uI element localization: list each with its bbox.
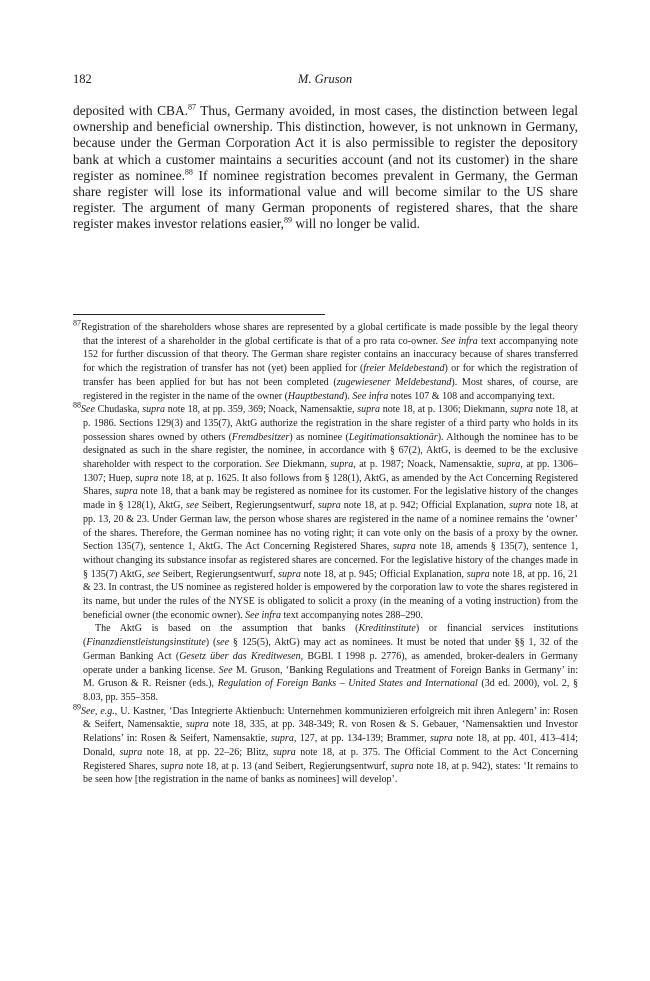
fn-italic: See infra (245, 609, 281, 621)
body-paragraph (73, 103, 578, 233)
fn-italic: freier Meldebestand (363, 363, 445, 375)
fn-italic: Legitimationsaktionär (348, 431, 438, 443)
footnote-ref-89: 89 (284, 215, 293, 225)
fn-italic: Hauptbestand (287, 390, 345, 402)
fn-italic: See (218, 664, 233, 676)
footnote-number: 87 (73, 318, 81, 328)
footnote-88-continued (73, 622, 578, 704)
fn-italic: Fremdbesitzer (231, 431, 290, 443)
fn-text: ). Although the nominee has to be designated as such in the share register, the nominee, in accordance with § 67(2), AktG, is deemed to be the exclusive shareholder with respect to the corporation. (83, 431, 578, 471)
fn-text: note 18, that a bank may be registered as nominee for its customer. For the legislative history of the changes made in § 128(1), AktG, (83, 486, 578, 512)
fn-text: § 125(5), AktG) may act as nominees. It must be noted that under §§ 1, 32 of the German Banking Act ( (83, 637, 578, 662)
fn-italic: supra (272, 746, 296, 758)
fn-text: The AktG is based on the assumption that banks ( (95, 623, 359, 635)
fn-italic: supra (497, 459, 521, 471)
fn-italic: supra (186, 719, 209, 731)
fn-italic: supra (271, 733, 294, 745)
fn-italic: See infra (352, 390, 389, 402)
fn-text: , at pp. 1306–1307; Huep, (83, 459, 579, 484)
fn-italic: supra (142, 404, 166, 416)
page-number: 182 (73, 72, 92, 86)
fn-text: Diekmann, (279, 459, 331, 471)
fn-italic: supra (114, 486, 138, 498)
fn-text: note 18, at pp. 359, 369; Noack, Namensaktie, (165, 404, 358, 416)
fn-italic: supra (160, 760, 184, 772)
fn-text: M. Gruson, ‘Banking Regulations and Treatment of Foreign Banks in Germany’ in: M. Gruson & R. Reisner (eds.), (83, 664, 578, 690)
fn-text: ) or financial services institutions ( (83, 623, 578, 649)
fn-italic: supra (390, 760, 414, 772)
fn-italic: supra (509, 500, 532, 512)
fn-text: (3d ed. 2000), vol. 2, § 8.03, pp. 355–358. (83, 678, 578, 703)
fn-italic: see (147, 568, 160, 580)
fn-text: note 18, at p. 13 (and Seibert, Regierungsentwurf, (183, 760, 391, 772)
footnote-89 (73, 702, 578, 787)
fn-italic: Regulation of Foreign Banks – United States and International (217, 678, 478, 690)
fn-text: note 18, at pp. 401, 413–414; Donald, (83, 733, 578, 758)
fn-text: note 18, at p. 375. The Official Comment to the Act Concerning Registered Shares, (83, 746, 578, 772)
body-text-span: If nominee registration becomes prevalent in Germany, the German share register will lose its informational value and will become similar to the US share register. The argument of many German proponents of registered shares, that the share register makes investor relations easier, (73, 167, 578, 232)
fn-text: , at p. 1987; Noack, Namensaktie, (353, 459, 498, 471)
body-text-span: will no longer be valid. (292, 216, 420, 232)
footnote-number: 89 (73, 702, 81, 712)
fn-text: text accompanying notes 288–290. (280, 609, 423, 621)
fn-text: note 18, at p. 1986. Sections 129(3) and 135(7), AktG authorize the registration in the share register of a third party who holds in its possession shares owned by others ( (83, 404, 578, 443)
fn-text: ) as nominee ( (289, 431, 349, 443)
running-head: M. Gruson (297, 72, 353, 86)
fn-italic: supra (278, 568, 301, 580)
fn-italic: see (216, 637, 230, 649)
fn-italic: supra (510, 404, 533, 416)
fn-italic: supra (330, 459, 354, 471)
fn-italic: supra (357, 404, 381, 416)
fn-italic: supra (466, 568, 490, 580)
fn-italic: supra (393, 541, 416, 553)
fn-italic: supra (430, 733, 453, 745)
fn-italic: See, e.g. (81, 705, 115, 717)
fn-italic: supra (119, 746, 143, 758)
fn-text: Seibert, Regierungsentwurf, (198, 500, 318, 512)
fn-text: note 18, 335, at pp. 348-349; R. von Rosen & S. Gebauer, ‘Namensaktien und Investor Relations’ in: Rosen & Seifert, Namensaktie, (83, 719, 578, 745)
fn-text: , U. Kastner, ‘Das Integrierte Aktienbuch: Unternehmen kommunizieren erfolgreich mit ihren Anlegern’ in: Rosen & Seifert, Namensaktie, (83, 705, 578, 731)
fn-text: ). Most shares, of course, are registered in the register in the name of the owner ( (83, 376, 578, 402)
fn-text: note 18, at pp. 16, 21 & 23. In contrast, the US nominee as registered holder is empowered by the corporation law to vote the shares registered in its name, but under the rules of the NYSE is obligated to solicit a proxy (in the meaning of a voting instruction) from the beneficial owner (the economic owner). (83, 568, 578, 621)
fn-text: ) ( (205, 637, 217, 649)
fn-italic: supra (317, 500, 341, 512)
fn-text: Chudaska, (94, 404, 143, 416)
fn-text: note 18, at p. 942), states: ‘It remains to be seen how [the registration in the name of banks as nominees] will develop’. (83, 760, 578, 786)
fn-text: , 127, at pp. 134-139; Brammer, (293, 733, 430, 745)
footnote-ref-88: 88 (184, 167, 193, 177)
footnotes (73, 318, 579, 787)
footnote-88 (73, 400, 579, 622)
fn-text: , BGBl. I 1998 p. 2776), as amended, broker-dealers in Germany operate under a banking license. (83, 650, 578, 676)
fn-italic: supra (135, 472, 159, 484)
fn-text: note 18, at p. 942; Official Explanation, (340, 500, 510, 512)
body-text-span: Thus, Germany avoided, in most cases, the distinction between legal ownership and beneficial ownership. This distinction, however, is not unknown in Germany, because under the German Corporation Act it is also permissible to register the depository bank at which a customer maintains a securities account (and not its customer) in the share register as nominee. (73, 103, 578, 183)
fn-text: note 18, at p. 945; Official Explanation, (300, 568, 467, 580)
fn-text: ). (344, 390, 353, 402)
fn-text: notes 107 & 108 and accompanying text. (388, 390, 555, 402)
footnote-87 (73, 318, 579, 403)
fn-italic: zugewiesener Meldebestand (336, 376, 452, 388)
fn-text: note 18, amends § 135(7), sentence 1, without changing its substance insofar as registered shares are concerned. For the legislative history of the changes made in § 135(7) AktG, (83, 541, 578, 580)
body-text-span: deposited with CBA. (73, 103, 188, 118)
fn-italic: see (186, 500, 199, 512)
fn-text: ) or for which the registration of transfer has been applied for but has not been completed ( (83, 363, 578, 388)
fn-italic: See (81, 404, 95, 416)
fn-italic: See infra (441, 335, 478, 347)
fn-italic: Finanzdienstleistungsinstitute (86, 637, 206, 649)
fn-italic: Kreditinstitute (358, 623, 416, 635)
fn-text: text accompanying note 152 for further discussion of that theory. The German share register contains an inaccuracy because of shares transferred for which the registration of transfer has not (yet) been applied for ( (83, 335, 579, 375)
fn-text: note 18, at pp. 13, 20 & 23. Under German law, the person whose shares are registered in the name of a nominee remains the ‘owner’ of the shares. Therefore, the German nominee has no voting right; it can vote only on the basis of a proxy by the owner. Section 135(7), sentence 1, AktG. The Act Concerning Registered Shares, (83, 500, 579, 553)
fn-text: note 18, at pp. 22–26; Blitz, (142, 746, 273, 758)
fn-text: note 18, at p. 1306; Diekmann, (380, 404, 511, 416)
fn-text: Seibert, Regierungsentwurf, (159, 568, 279, 580)
fn-italic: Gesetz über das Kreditwesen (179, 650, 301, 662)
footnote-number: 88 (73, 400, 81, 410)
fn-text: note 18, at p. 1625. It also follows from § 128(1), AktG, as amended by the Act Concerning Registered Shares, (83, 472, 578, 498)
fn-text: Registration of the shareholders whose shares are represented by a global certificate is made possible by the legal theory that the interest of a shareholder in the global certificate is that of a pro rata co-owner. (81, 322, 578, 347)
footnote-ref-87: 87 (188, 102, 196, 112)
fn-italic: See (265, 459, 280, 471)
footnote-separator (73, 314, 325, 315)
